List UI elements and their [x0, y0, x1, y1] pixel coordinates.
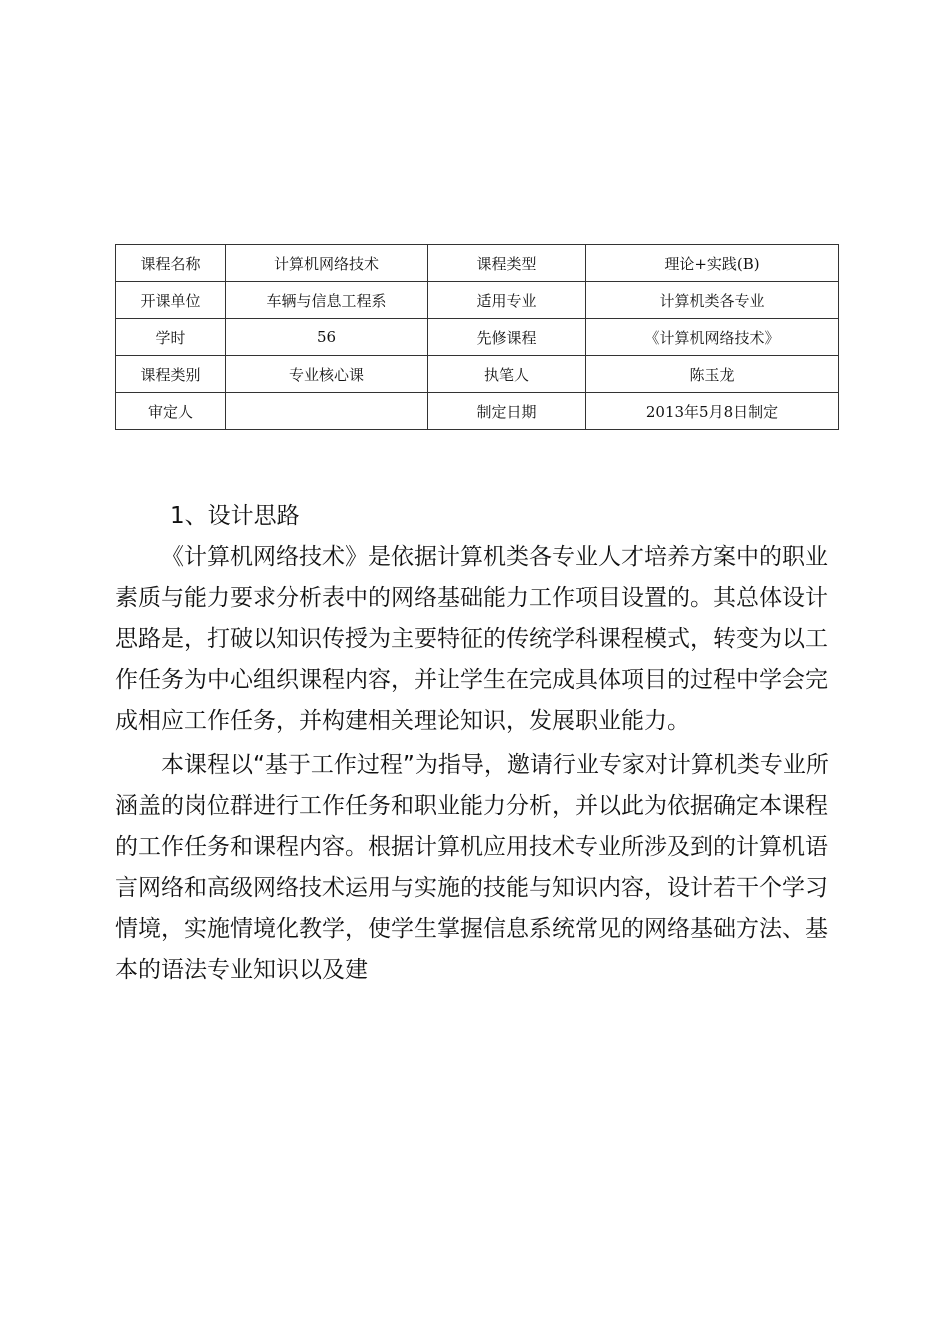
table-cell: 理论+实践(B): [586, 245, 839, 282]
table-row: [116, 356, 839, 393]
table-cell: 《计算机网络技术》: [586, 319, 839, 356]
table-cell: 计算机类各专业: [586, 282, 839, 319]
table-cell: 计算机网络技术: [226, 245, 428, 282]
table-cell: 课程类型: [428, 245, 586, 282]
table-cell: 先修课程: [428, 319, 586, 356]
document-body: [115, 496, 840, 991]
table-cell: 课程名称: [116, 245, 226, 282]
table-cell: 专业核心课: [226, 356, 428, 393]
table-cell: 课程类别: [116, 356, 226, 393]
table-row: [116, 245, 839, 282]
table-row: [116, 393, 839, 430]
table-cell: [226, 393, 428, 430]
table-cell: 开课单位: [116, 282, 226, 319]
table-cell: 执笔人: [428, 356, 586, 393]
paragraph: 本课程以“基于工作过程”为指导，邀请行业专家对计算机类专业所涵盖的岗位群进行工作任务和职业能力分析，并以此为依据确定本课程的工作任务和课程内容。根据计算机应用技术专业所涉及到的计算机语言网络和高级网络技术运用与实施的技能与知识内容，设计若干个学习情境，实施情境化教学，使学生掌握信息系统常见的网络基础方法、基本的语法专业知识以及建: [115, 752, 829, 983]
table-cell: 审定人: [116, 393, 226, 430]
table-cell: 学时: [116, 319, 226, 356]
table-cell: 车辆与信息工程系: [226, 282, 428, 319]
paragraph: 《计算机网络技术》是依据计算机类各专业人才培养方案中的职业素质与能力要求分析表中的网络基础能力工作项目设置的。其总体设计思路是，打破以知识传授为主要特征的传统学科课程模式，转变为以工作任务为中心组织课程内容，并让学生在完成具体项目的过程中学会完成相应工作任务，并构建相关理论知识，发展职业能力。: [115, 544, 828, 734]
table-cell: 56: [226, 319, 428, 356]
table-row: [116, 282, 839, 319]
section-heading: 1、设计思路: [170, 503, 300, 529]
table-cell: 制定日期: [428, 393, 586, 430]
table-cell: 2013年5月8日制定: [586, 393, 839, 430]
table-cell: 陈玉龙: [586, 356, 839, 393]
table-cell: 适用专业: [428, 282, 586, 319]
table-row: [116, 319, 839, 356]
course-info-table: [115, 244, 839, 430]
